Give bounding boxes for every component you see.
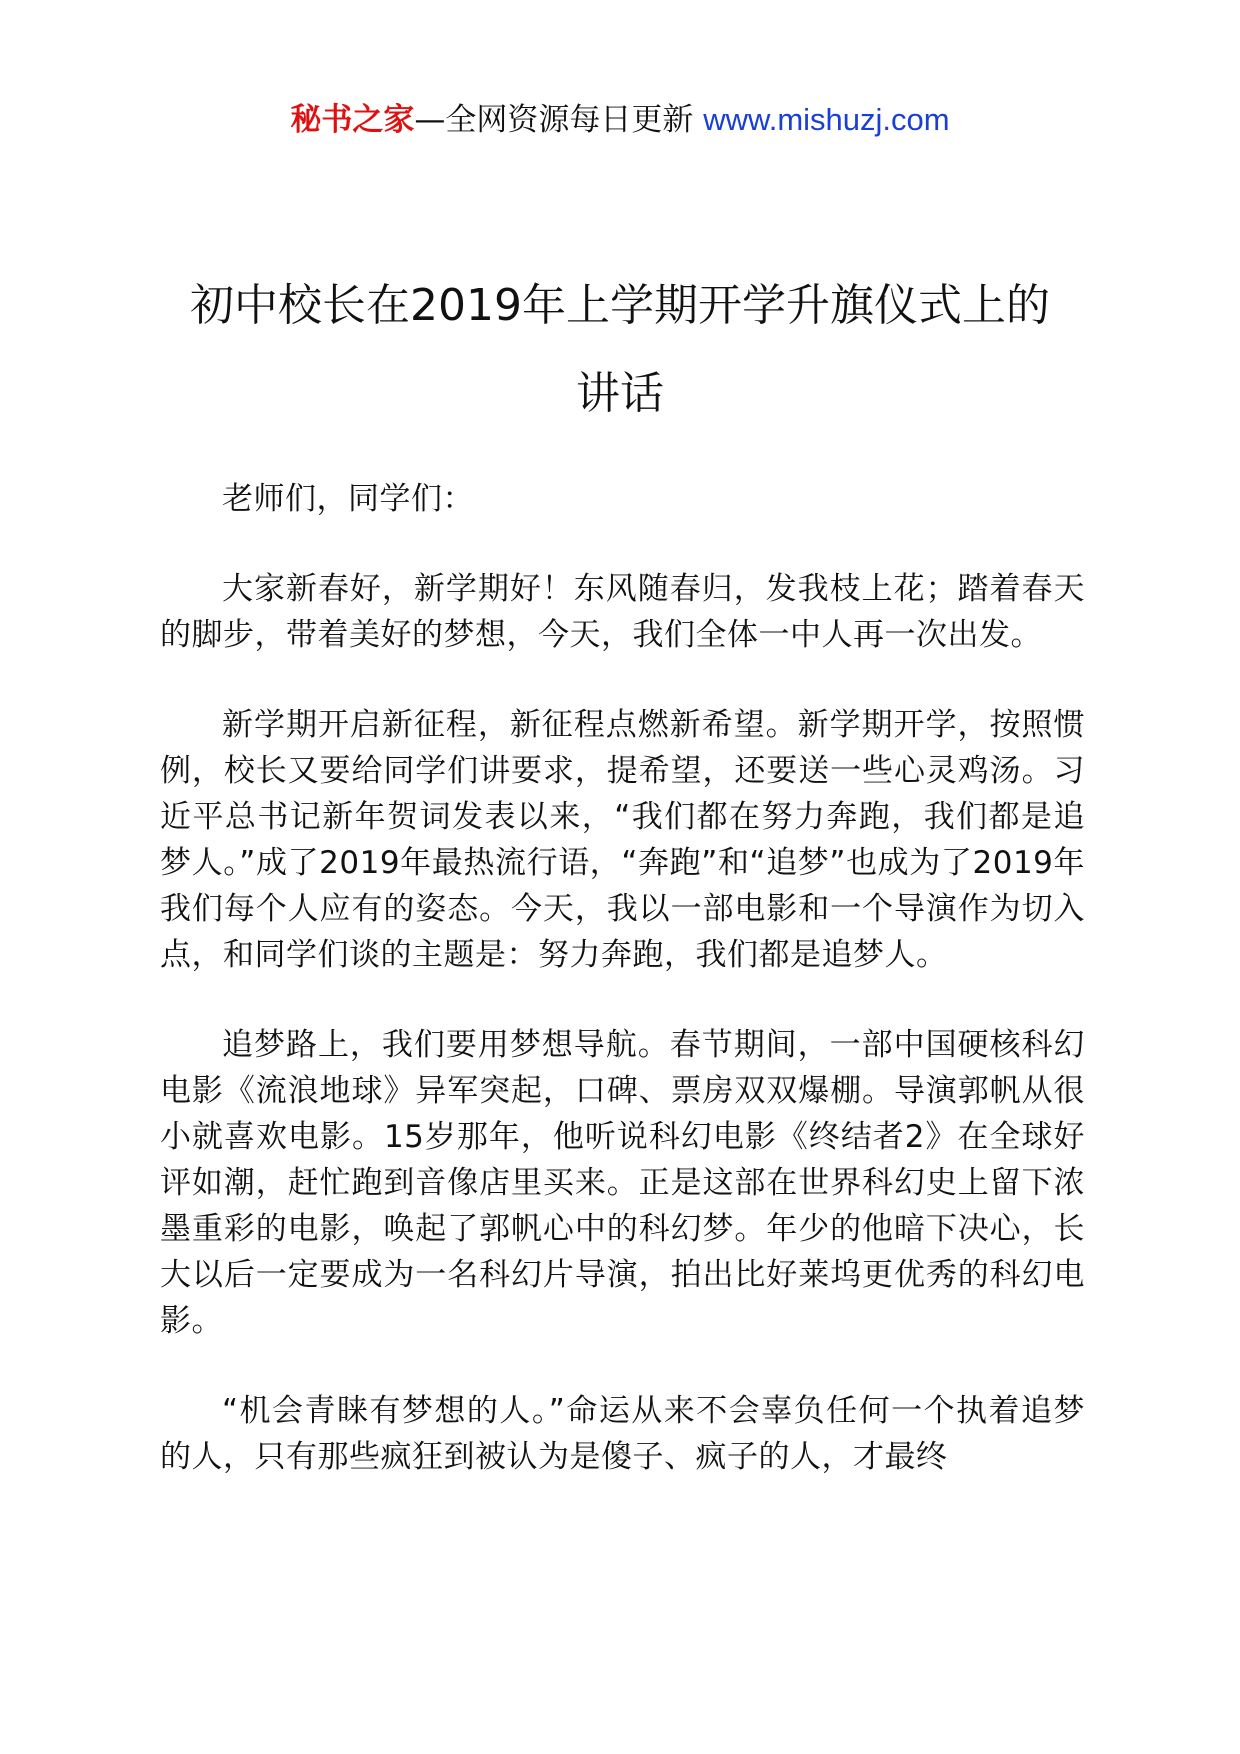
paragraph: 新学期开启新征程，新征程点燃新希望。新学期开学，按照惯例，校长又要给同学们讲要求，提希望，还要送一些心灵鸡汤。习近平总书记新年贺词发表以来，“我们都在努力奔跑，我们都是追梦人。”成了2019年最热流行语，“奔跑”和“追梦”也成为了2019年我们每个人应有的姿态。今天，我以一部电影和一个导演作为切入点，和同学们谈的主题是：努力奔跑，我们都是追梦人。	[160, 707, 1085, 973]
paragraph: “机会青睐有梦想的人。”命运从来不会辜负任何一个执着追梦的人，只有那些疯狂到被认为是傻子、疯子的人，才最终	[160, 1393, 1085, 1475]
site-url-link[interactable]: www.mishuzj.com	[703, 102, 950, 137]
paragraph: 追梦路上，我们要用梦想导航。春节期间，一部中国硬核科幻电影《流浪地球》异军突起，口碑、票房双双爆棚。导演郭帆从很小就喜欢电影。15岁那年，他听说科幻电影《终结者2》在全球好评如潮，赶忙跑到音像店里买来。正是这部在世界科幻史上留下浓墨重彩的电影，唤起了郭帆心中的科幻梦。年少的他暗下决心，长大以后一定要成为一名科幻片导演，拍出比好莱坞更优秀的科幻电影。	[160, 1027, 1085, 1339]
paragraph: 大家新春好，新学期好！东风随春归，发我枝上花；踏着春天的脚步，带着美好的梦想，今天，我们全体一中人再一次出发。	[160, 571, 1085, 653]
site-brand: 秘书之家	[290, 102, 415, 138]
document-title-line-2: 讲话	[576, 368, 664, 419]
document-body	[160, 476, 1085, 1524]
document-title	[150, 262, 1090, 438]
document-title-line-1: 初中校长在2019年上学期开学升旗仪式上的	[190, 280, 1050, 331]
paragraph-greeting: 老师们，同学们：	[222, 481, 474, 517]
site-tagline: —全网资源每日更新	[414, 102, 694, 138]
site-header	[0, 100, 1240, 140]
